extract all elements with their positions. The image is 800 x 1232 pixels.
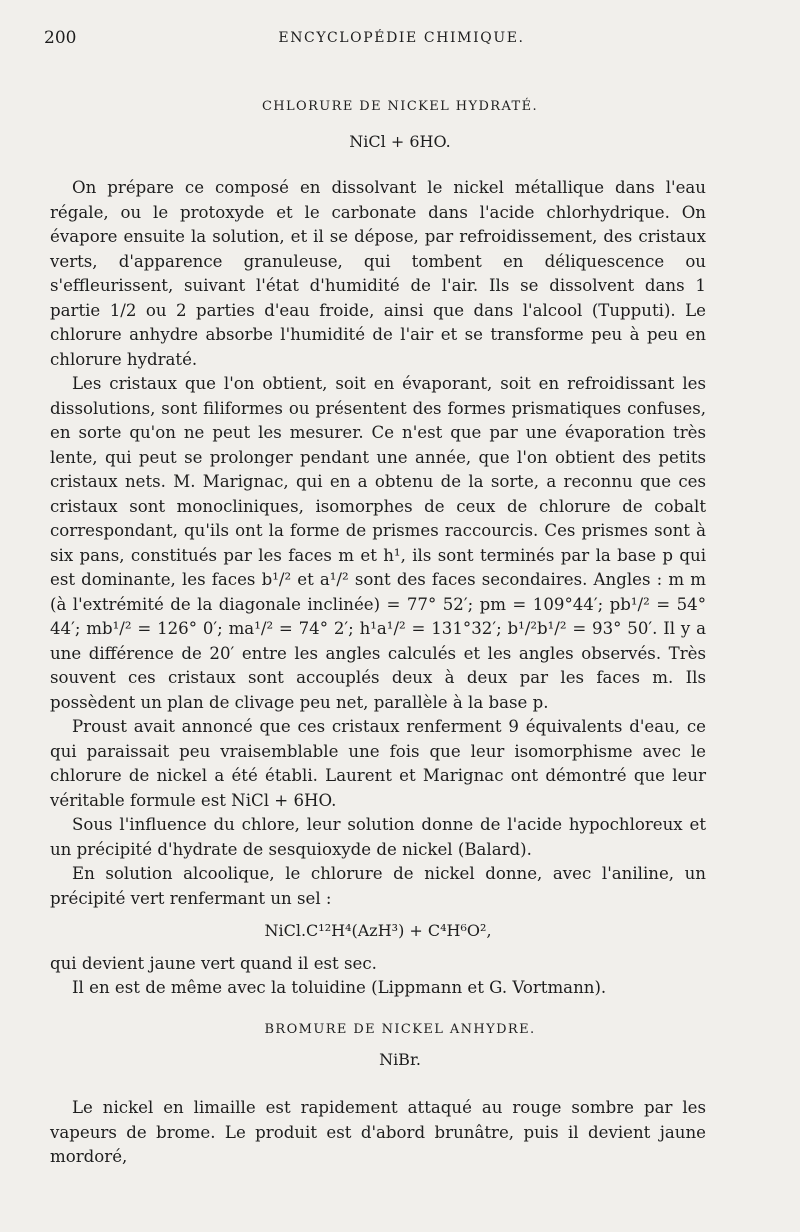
paragraph: On prépare ce composé en dissolvant le nickel métallique dans l'eau régale, ou le protoxyde et le carbonate dans l'acide chlorhydrique. On évapore ensuite la solution, et il se dépose, par refroidissement, des cristaux verts, d'apparence granuleuse, qui tombent en déliquescence ou s'effleurissent, suivant l'état d'humidité de l'air. Ils se dissolvent dans 1 partie 1/2 ou 2 parties d'eau froide, ainsi que dans l'alcool (Tupputi). Le chlorure anhydre absorbe l'humidité de l'air et se transforme peu à peu en chlorure hydraté.	[50, 178, 706, 369]
paragraph: En solution alcoolique, le chlorure de nickel donne, avec l'aniline, un précipité vert renfermant un sel :	[50, 864, 706, 908]
section-formula-chlorure: NiCl + 6HO.	[349, 132, 451, 151]
section-body-bromure	[50, 1096, 706, 1170]
section-title-chlorure: CHLORURE DE NICKEL HYDRATÉ.	[261, 99, 539, 114]
paragraph: Les cristaux que l'on obtient, soit en évaporant, soit en refroidissant les dissolutions, sont filiformes ou présentent des formes prismatiques confuses, en sorte qu'on ne peut les mesurer. Ce n'est que par une évaporation très lente, qui peut se prolonger pendant une année, que l'on obtient des petits cristaux nets. M. Marignac, qui en a obtenu de la sorte, a reconnu que ces cristaux sont monocliniques, isomorphes de ceux de chlorure de cobalt correspondant, qu'ils ont la forme de prismes raccourcis. Ces prismes sont à six pans, constitués par les faces m et h¹, ils sont terminés par la base p qui est dominante, les faces b¹/² et a¹/² sont des faces secondaires. Angles : m m (à l'extrémité de la diagonale inclinée) = 77° 52′; pm = 109°44′; pb¹/² = 54° 44′; mb¹/² = 126° 0′; ma¹/² = 74° 2′; h¹a¹/² = 131°32′; b¹/²b¹/² = 93° 50′. Il y a une différence de 20′ entre les angles calculés et les angles observés. Très souvent ces cristaux sont accouplés deux à deux par les faces m. Ils possèdent un plan de clivage peu net, parallèle à la base p.	[50, 374, 706, 712]
paragraph: Le nickel en limaille est rapidement attaqué au rouge sombre par les vapeurs de brome. Le produit est d'abord brunâtre, puis il devient jaune mordoré,	[50, 1098, 706, 1166]
paragraph: Proust avait annoncé que ces cristaux renferment 9 équivalents d'eau, ce qui paraissait peu vraisemblable une fois que leur isomorphisme avec le chlorure de nickel a été établi. Laurent et Marignac ont démontré que leur véritable formule est NiCl + 6HO.	[50, 717, 706, 810]
section-title-bromure: BROMURE DE NICKEL ANHYDRE.	[264, 1022, 536, 1037]
section-formula-bromure: NiBr.	[379, 1050, 421, 1069]
page-number: 200	[44, 28, 77, 48]
paragraph: Sous l'influence du chlore, leur solution donne de l'acide hypochloreux et un précipité d'hydrate de sesquioxyde de nickel (Balard).	[50, 815, 706, 859]
chemical-equation: NiCl.C¹²H⁴(AzH³) + C⁴H⁶O²,	[264, 921, 492, 940]
paragraph-continuation: qui devient jaune vert quand il est sec.	[50, 953, 377, 973]
page-header	[44, 28, 759, 52]
section-body-chlorure	[50, 176, 706, 1001]
paragraph: Il en est de même avec la toluidine (Lippmann et G. Vortmann).	[72, 978, 607, 997]
running-title: ENCYCLOPÉDIE CHIMIQUE.	[278, 30, 525, 46]
